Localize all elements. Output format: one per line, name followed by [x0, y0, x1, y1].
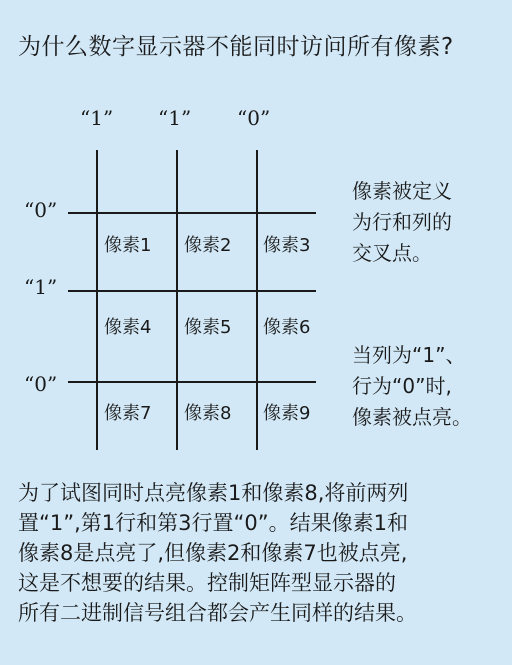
explanation-line: 所有二进制信号组合都会产生同样的结果。: [18, 601, 417, 625]
column-label-3: “0”: [237, 106, 271, 130]
lit-condition-note-line: 像素被点亮。: [352, 405, 472, 429]
pixel-7-label: 像素7: [104, 403, 152, 424]
pixel-2-label: 像素2: [184, 235, 232, 256]
pixel-4-label: 像素4: [104, 317, 152, 338]
lit-condition-note-line: 行为“0”时,: [352, 374, 452, 398]
explanation-paragraph: [18, 478, 417, 628]
question-title: 为什么数字显示器不能同时访问所有像素?: [18, 34, 454, 60]
pixel-8-label: 像素8: [184, 403, 232, 424]
definition-note-line: 为行和列的: [352, 210, 452, 234]
definition-note-line: 像素被定义: [352, 179, 452, 203]
definition-note-line: 交叉点。: [352, 241, 432, 265]
row-line-3: [68, 381, 316, 383]
pixel-5-label: 像素5: [184, 317, 232, 338]
row-line-2: [68, 290, 316, 292]
column-line-3: [256, 150, 258, 450]
pixel-1-label: 像素1: [104, 235, 152, 256]
pixel-9-label: 像素9: [263, 403, 311, 424]
row-line-1: [68, 212, 316, 214]
pixel-6-label: 像素6: [263, 317, 311, 338]
explanation-line: 为了试图同时点亮像素1和像素8,将前两列: [18, 481, 409, 505]
explanation-line: 像素8是点亮了,但像素2和像素7也被点亮,: [18, 541, 408, 565]
column-line-1: [96, 150, 98, 450]
lit-condition-note-line: 当列为“1”、: [352, 343, 466, 367]
row-label-2: “1”: [24, 275, 58, 299]
column-label-1: “1”: [80, 106, 114, 130]
column-line-2: [176, 150, 178, 450]
row-label-3: “0”: [24, 372, 58, 396]
lit-condition-note: [352, 340, 472, 433]
definition-note: [352, 176, 452, 269]
explanation-line: 置“1”,第1行和第3行置“0”。结果像素1和: [18, 511, 408, 535]
row-label-1: “0”: [24, 198, 58, 222]
pixel-3-label: 像素3: [263, 235, 311, 256]
column-label-2: “1”: [158, 106, 192, 130]
explanation-line: 这是不想要的结果。控制矩阵型显示器的: [18, 571, 396, 595]
